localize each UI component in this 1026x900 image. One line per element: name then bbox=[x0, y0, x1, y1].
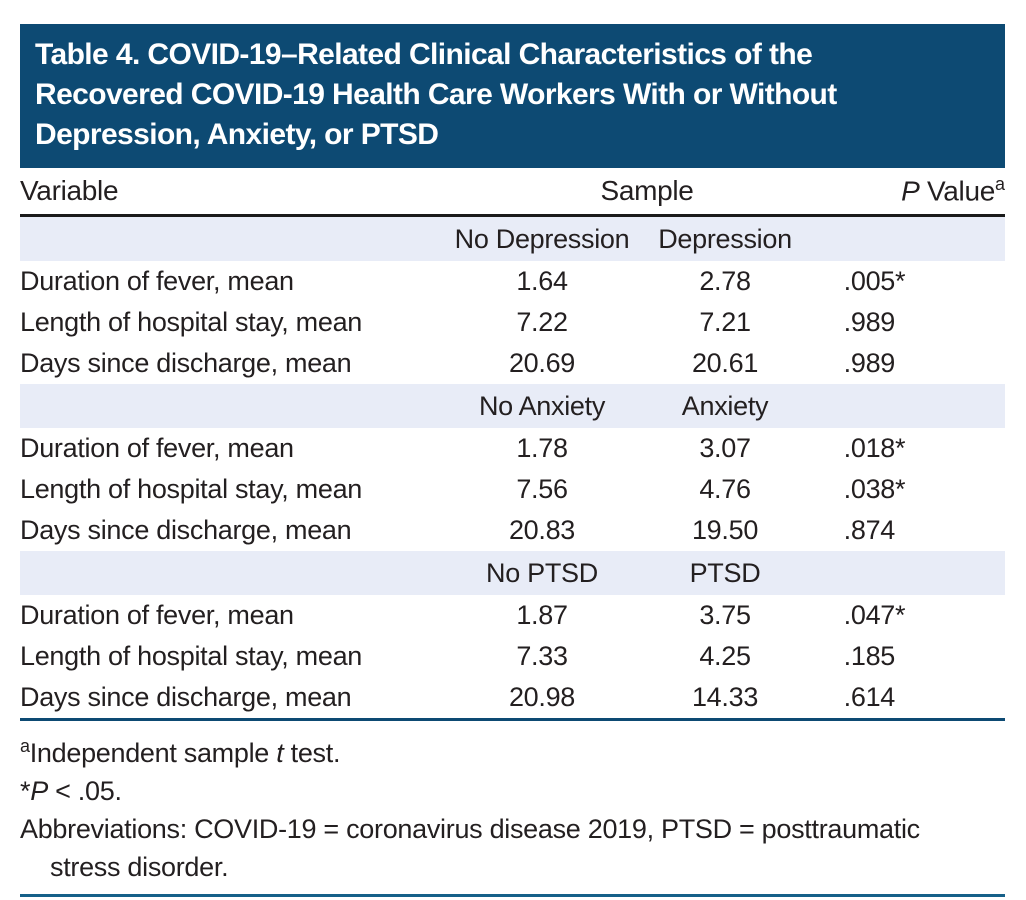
pvalue-footnote-marker: a bbox=[995, 174, 1006, 195]
variable-cell: Duration of fever, mean bbox=[20, 266, 294, 296]
table-row bbox=[20, 261, 1005, 302]
variable-cell: Days since discharge, mean bbox=[20, 682, 352, 712]
value-cell: 7.21 bbox=[699, 307, 751, 337]
value-cell: 19.50 bbox=[691, 515, 759, 545]
pvalue-label: Value bbox=[919, 175, 995, 207]
variable-cell: Length of hospital stay, mean bbox=[20, 474, 363, 504]
empty-cell bbox=[20, 551, 434, 595]
pvalue-cell bbox=[800, 343, 1005, 384]
group-label-no-depression: No Depression bbox=[434, 216, 650, 262]
value-cell: 14.33 bbox=[691, 682, 759, 712]
value-cell: 1.64 bbox=[516, 266, 568, 296]
table-row bbox=[20, 302, 1005, 343]
pvalue-cell: .018* bbox=[843, 433, 906, 463]
empty-cell bbox=[800, 216, 1005, 262]
group-header-row-ptsd bbox=[20, 551, 1005, 595]
pvalue-cell bbox=[800, 510, 1005, 551]
footnote-a-text: Independent sample bbox=[29, 738, 277, 768]
group-header-row-depression bbox=[20, 216, 1005, 262]
variable-cell: Duration of fever, mean bbox=[20, 433, 294, 463]
table-row bbox=[20, 510, 1005, 551]
empty-cell bbox=[20, 384, 434, 428]
group-label-no-anxiety: No Anxiety bbox=[434, 384, 650, 428]
value-cell: 1.78 bbox=[516, 433, 568, 463]
group-label-no-ptsd: No PTSD bbox=[434, 551, 650, 595]
table-row bbox=[20, 343, 1005, 384]
footnote-a bbox=[20, 727, 1005, 772]
value-cell: 2.78 bbox=[699, 266, 751, 296]
bottom-rule bbox=[20, 894, 1005, 897]
footnote-significance bbox=[20, 772, 1005, 810]
table-row bbox=[20, 677, 1005, 720]
pvalue-cell: .047* bbox=[843, 600, 906, 630]
pvalue-cell: .005* bbox=[843, 266, 906, 296]
empty-cell bbox=[800, 551, 1005, 595]
table-container bbox=[20, 24, 1005, 897]
footnote-a-end: test. bbox=[283, 738, 341, 768]
table-row bbox=[20, 428, 1005, 469]
value-cell: 20.61 bbox=[691, 348, 759, 378]
variable-cell: Length of hospital stay, mean bbox=[20, 307, 363, 337]
value-cell: 3.75 bbox=[699, 600, 751, 630]
footnote-a-marker: a bbox=[20, 736, 30, 756]
table-title-line: Recovered COVID-19 Health Care Workers With or Without bbox=[35, 78, 837, 111]
value-cell: 1.87 bbox=[516, 600, 568, 630]
column-header-pvalue bbox=[800, 168, 1005, 216]
table-row bbox=[20, 636, 1005, 677]
column-header-variable: Variable bbox=[20, 168, 434, 216]
value-cell: 20.69 bbox=[508, 348, 576, 378]
table-header-row bbox=[20, 168, 1005, 216]
pvalue-text: .047 bbox=[843, 600, 896, 630]
variable-cell: Length of hospital stay, mean bbox=[20, 641, 363, 671]
table-title-banner bbox=[20, 24, 1005, 168]
pvalue-text: .018 bbox=[843, 433, 896, 463]
pvalue-cell bbox=[800, 677, 1005, 720]
pvalue-cell: .038* bbox=[843, 474, 906, 504]
group-label-depression: Depression bbox=[650, 216, 800, 262]
variable-cell: Duration of fever, mean bbox=[20, 600, 294, 630]
pvalue-cell bbox=[800, 636, 1005, 677]
empty-cell bbox=[800, 384, 1005, 428]
footnotes bbox=[20, 727, 1005, 886]
footnote-significance-text: < .05. bbox=[47, 776, 122, 806]
pvalue-italic-p: P bbox=[901, 175, 920, 207]
value-cell: 7.22 bbox=[516, 307, 568, 337]
pvalue-text: .989 bbox=[843, 348, 896, 378]
footnote-italic-p: P bbox=[30, 776, 48, 806]
group-label-ptsd: PTSD bbox=[650, 551, 800, 595]
pvalue-text: .614 bbox=[843, 682, 896, 712]
pvalue-cell bbox=[800, 302, 1005, 343]
group-header-row-anxiety bbox=[20, 384, 1005, 428]
data-table bbox=[20, 168, 1005, 721]
footnote-abbreviations bbox=[20, 810, 1005, 886]
pvalue-text: .005 bbox=[843, 266, 896, 296]
table-row bbox=[20, 469, 1005, 510]
value-cell: 4.76 bbox=[699, 474, 751, 504]
pvalue-text: .038 bbox=[843, 474, 896, 504]
group-label-anxiety: Anxiety bbox=[650, 384, 800, 428]
value-cell: 3.07 bbox=[699, 433, 751, 463]
value-cell: 4.25 bbox=[699, 641, 751, 671]
pvalue-text: .874 bbox=[843, 515, 896, 545]
footnote-a-italic-t: t bbox=[276, 738, 284, 768]
value-cell: 7.33 bbox=[516, 641, 568, 671]
value-cell: 20.98 bbox=[508, 682, 576, 712]
table-title-line: Depression, Anxiety, or PTSD bbox=[35, 118, 439, 151]
abbreviations-line-2: stress disorder. bbox=[50, 852, 229, 882]
pvalue-text: .989 bbox=[843, 307, 896, 337]
variable-cell: Days since discharge, mean bbox=[20, 348, 352, 378]
footnote-asterisk: * bbox=[20, 776, 31, 806]
table-row bbox=[20, 595, 1005, 636]
pvalue-text: .185 bbox=[843, 641, 896, 671]
value-cell: 20.83 bbox=[508, 515, 576, 545]
value-cell: 7.56 bbox=[516, 474, 568, 504]
empty-cell bbox=[20, 216, 434, 262]
variable-cell: Days since discharge, mean bbox=[20, 515, 352, 545]
table-title-line: Table 4. COVID-19–Related Clinical Characteristics of the bbox=[35, 38, 813, 71]
column-header-sample: Sample bbox=[434, 168, 800, 216]
abbreviations-line-1: Abbreviations: COVID-19 = coronavirus disease 2019, PTSD = posttraumatic bbox=[20, 814, 920, 844]
